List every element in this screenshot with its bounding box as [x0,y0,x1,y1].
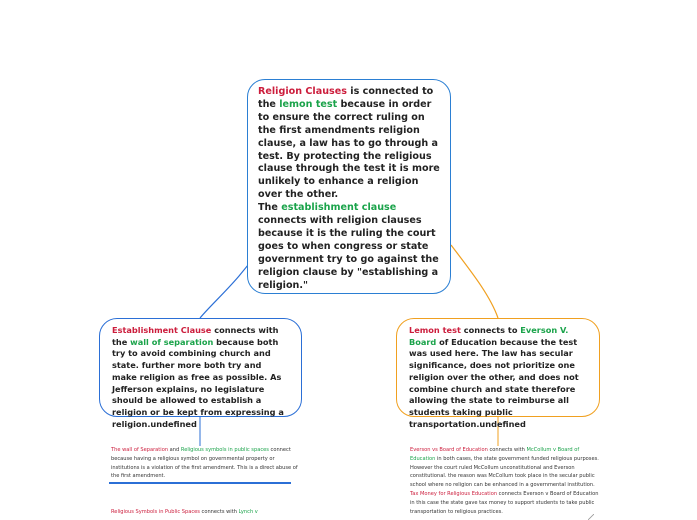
lemon-test-text [409,325,587,430]
green-keyword: wall of separation [130,336,214,347]
red-keyword: Everson vs Board of Education [410,447,488,453]
establishment-clause-node[interactable] [99,318,302,429]
text-segment: because both try to avoid combining church and state. further more both try and make religion as free as possible. As Jefferson explains, no legislature should be allowed to establish a religion or be kept from expressing a religion.undefined [112,336,284,429]
red-keyword: Lemon test [409,325,461,335]
green-keyword: lemon test [279,98,338,110]
wall-of-separation-text [111,446,299,481]
resize-handle-icon[interactable] [588,514,594,520]
connector-central-to-right [451,245,498,318]
green-keyword: establishment clause [281,202,397,214]
religious-symbols-subtopic[interactable] [111,508,299,517]
text-segment: The [258,202,282,214]
religious-symbols-text [111,508,299,517]
red-keyword: Religious Symbols in Public Spaces [111,509,200,515]
text-segment: connects with the [112,325,279,347]
subtopic-divider [109,482,291,484]
text-segment: connects with [199,509,239,515]
central-topic-node[interactable] [247,79,451,294]
green-keyword: Lynch v [238,509,258,515]
text-segment: is connected to the [258,86,434,110]
text-segment: connect because having a religious symbol on governmental property or institutions is a violation of the first amendment. This is a direct abuse of the first amendment. [111,447,298,480]
everson-text [410,446,600,516]
central-topic-text [258,86,440,293]
text-segment: and [168,447,181,453]
text-segment: connects with religion clauses because it is the ruling the court goes to when congress or state government try to go against the religion clause by "establishing a religion." [258,215,439,291]
text-segment: connects to [460,325,521,335]
text-segment: of Education because the test was used here. The law has secular significance, does not prioritize one religion over the other, and does not combine church and state therefore allowing the state to reimburse all students taking public transportation.undefined [409,336,579,429]
lemon-test-node[interactable] [396,318,600,429]
text-segment: connects Everson v Board of Education in this case the state gave tax money to support students to take public transportation to religious practices. [410,490,599,515]
everson-subtopic[interactable] [410,446,600,516]
green-keyword: Everson V. Board [409,325,569,347]
red-keyword: Tax Money for Religious Education [410,490,498,497]
red-keyword: The wall of Separation [111,447,169,453]
red-keyword: Establishment Clause [112,325,212,335]
green-keyword: Religious symbols in public spaces [180,447,269,453]
green-keyword: McCollum v Board of Education [410,447,580,462]
text-segment: because in order to ensure the correct ruling on the first amendments religion clause, a law has to go through a test. By protecting the religious clause through the test it is more unlikely to enhance a religion over the other. [258,98,440,201]
text-segment: in both cases, the state government funded religious purposes. However the court ruled McCollum unconstitutional and Everson constitutional. the reason was McCollum took place in the secular public school where no religion can be enhanced in a governmental institution. [410,455,599,489]
establishment-clause-text [112,325,289,430]
wall-of-separation-subtopic[interactable] [111,446,299,481]
red-keyword: Religion Clauses [258,86,347,97]
text-segment: connects with [487,447,527,453]
